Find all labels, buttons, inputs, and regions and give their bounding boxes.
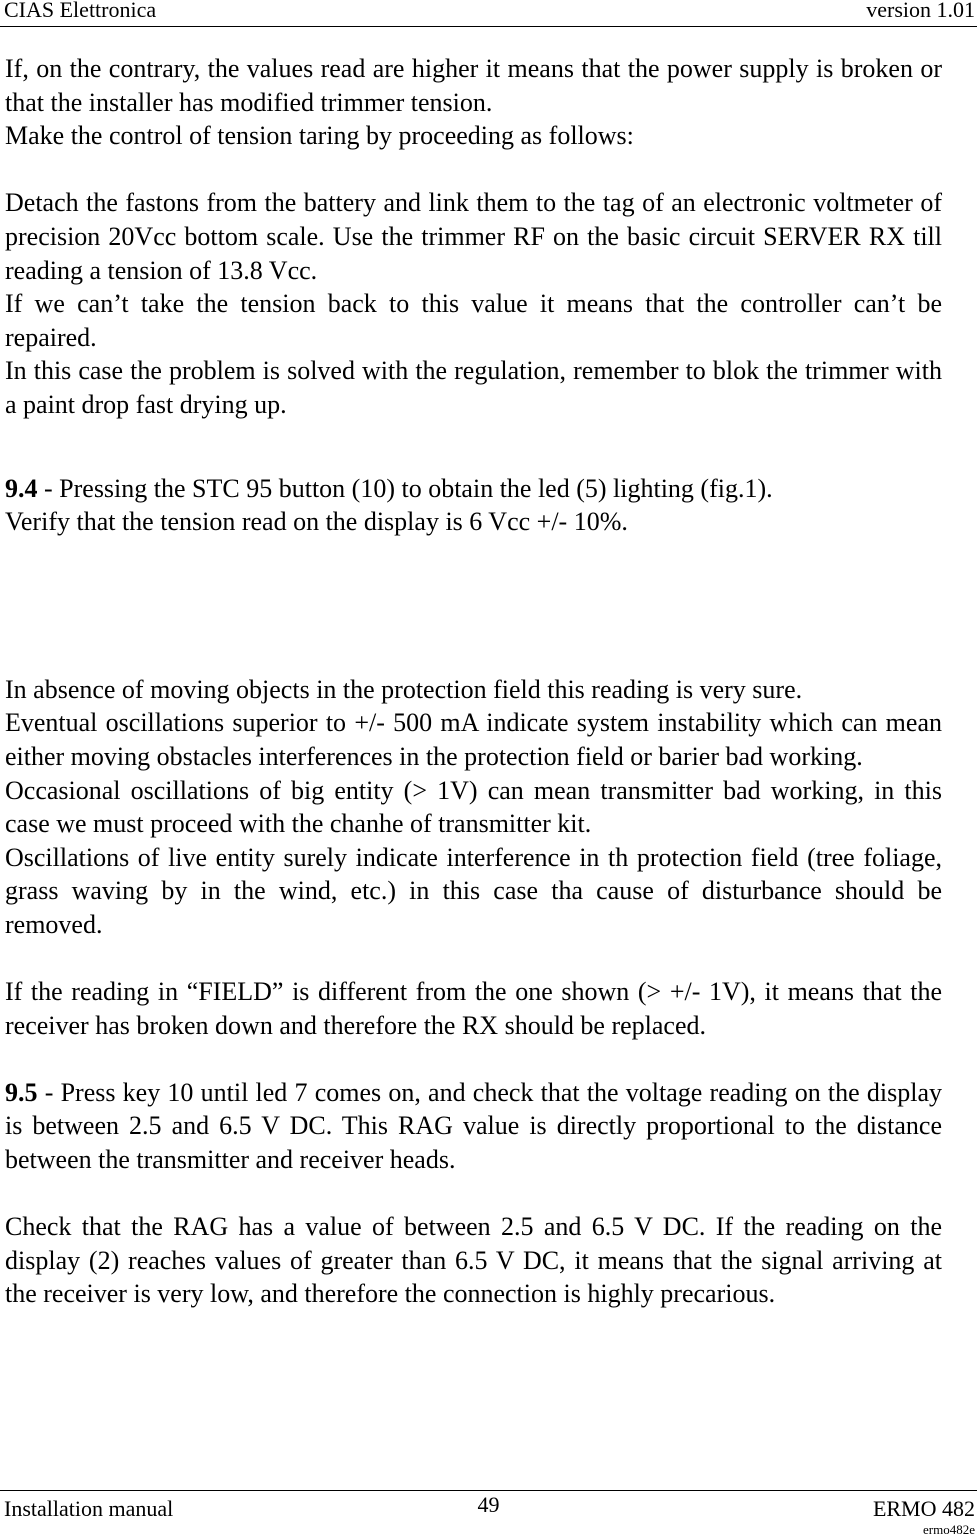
company-name: CIAS Elettronica (4, 0, 157, 22)
paragraph: If, on the contrary, the values read are higher it means that the power supply is broken or that the installer has modified trimmer tension. (5, 54, 942, 117)
paragraph: Check that the RAG has a value of between 2.5 and 6.5 V DC. If the reading on the display (2) reaches values of greater than 6.5 V DC, it means that the signal arriving at the receiver is very low, and therefore the connection is highly precarious. (5, 1212, 942, 1309)
paragraph: In absence of moving objects in the protection field this reading is very sure. (5, 674, 803, 704)
section-number: 9.4 (5, 473, 38, 503)
version-label: version 1.01 (866, 0, 975, 22)
page-footer (0, 1490, 977, 1539)
paragraph: Verify that the tension read on the display is 6 Vcc +/- 10%. (5, 507, 628, 537)
paragraph: Make the control of tension taring by proceeding as follows: (5, 121, 634, 151)
manual-title: Installation manual (4, 1496, 174, 1521)
paragraph: If we can’t take the tension back to this value it means that the controller can’t be repaired. (5, 289, 942, 352)
page-body (5, 52, 942, 1311)
page-header (0, 0, 977, 27)
section-text: - Press key 10 until led 7 comes on, and check that the voltage reading on the display is between 2.5 and 6.5 V DC. This RAG value is directly proportional to the distance between the transmitter and receiver heads. (5, 1077, 942, 1175)
section-text: - Pressing the STC 95 button (10) to obtain the led (5) lighting (fig.1). (37, 473, 773, 503)
section-9-4 (5, 472, 942, 506)
product-name: ERMO 482 (872, 1496, 975, 1521)
paragraph: Detach the fastons from the battery and link them to the tag of an electronic voltmeter of precision 20Vcc bottom scale. Use the trimmer RF on the basic circuit SERVER RX till reading a tension of 13.8 Vcc. (5, 188, 942, 285)
section-number: 9.5 (5, 1077, 38, 1107)
page-number: 49 (477, 1492, 500, 1517)
paragraph: Eventual oscillations superior to +/- 500 mA indicate system instability which can mean either moving obstacles interferences in the protection field or barier bad working. (5, 708, 942, 771)
section-9-5 (5, 1076, 942, 1177)
paragraph: If the reading in “FIELD” is different from the one shown (> +/- 1V), it means that the receiver has broken down and therefore the RX should be replaced. (5, 977, 942, 1040)
paragraph: Occasional oscillations of big entity (> 1V) can mean transmitter bad working, in this case we must proceed with the chanhe of transmitter kit. (5, 775, 942, 839)
paragraph: In this case the problem is solved with the regulation, remember to blok the trimmer with a paint drop fast drying up. (5, 356, 942, 419)
document-code: ermo482e (923, 1522, 975, 1537)
paragraph: Oscillations of live entity surely indicate interference in th protection field (tree foliage, grass waving by in the wind, etc.) in this case tha cause of disturbance should be removed. (5, 842, 942, 939)
